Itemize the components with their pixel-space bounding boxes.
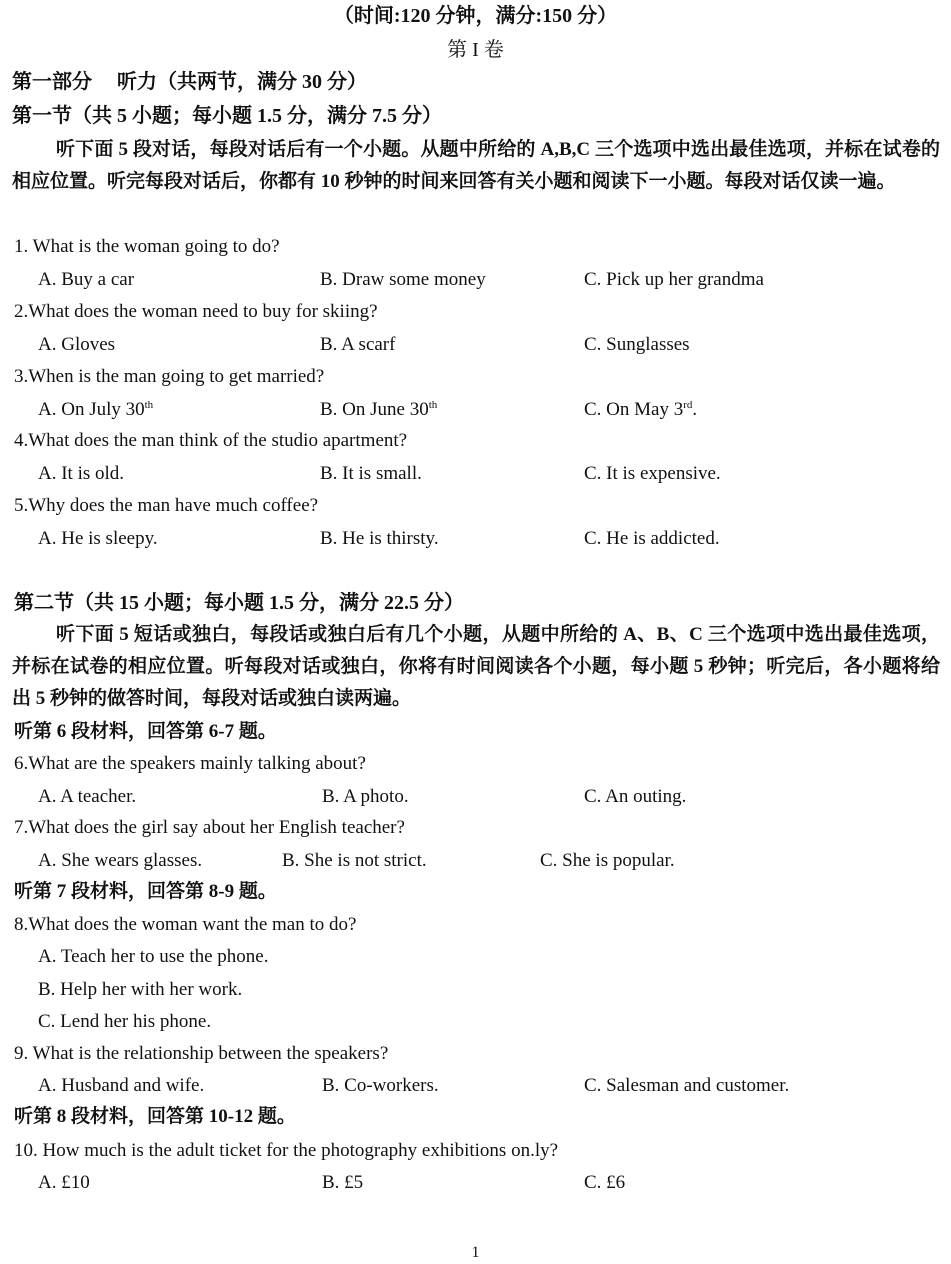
q2-option-a: A. Gloves bbox=[38, 334, 116, 355]
question-10: 10. How much is the adult ticket for the photography exhibitions on.ly? bbox=[14, 1140, 559, 1161]
question-6: 6.What are the speakers mainly talking about? bbox=[14, 753, 366, 774]
question-8: 8.What does the woman want the man to do? bbox=[14, 914, 357, 935]
material-7-heading: 听第 7 段材料，回答第 8-9 题。 bbox=[14, 881, 277, 902]
section2-title: 第二节（共 15 小题；每小题 1.5 分，满分 22.5 分） bbox=[14, 592, 464, 614]
q7-option-a: A. She wears glasses. bbox=[38, 850, 203, 871]
q9-option-c: C. Salesman and customer. bbox=[584, 1075, 790, 1096]
question-1: 1. What is the woman going to do? bbox=[14, 236, 280, 257]
q7-option-b: B. She is not strict. bbox=[282, 850, 427, 871]
q9-option-b: B. Co-workers. bbox=[322, 1075, 439, 1096]
question-7: 7.What does the girl say about her English teacher? bbox=[14, 817, 405, 838]
q2-option-b: B. A scarf bbox=[320, 334, 396, 355]
q1-option-a: A. Buy a car bbox=[38, 269, 135, 290]
q10-option-a: A. £10 bbox=[38, 1172, 90, 1193]
page-number: 1 bbox=[471, 1244, 480, 1261]
question-2: 2.What does the woman need to buy for skiing? bbox=[14, 301, 378, 322]
q3-option-b: B. On June 30th bbox=[320, 399, 438, 420]
q4-option-c: C. It is expensive. bbox=[584, 463, 721, 484]
q5-option-a: A. He is sleepy. bbox=[38, 528, 158, 549]
question-3: 3.When is the man going to get married? bbox=[14, 366, 325, 387]
q9-option-a: A. Husband and wife. bbox=[38, 1075, 205, 1096]
q7-option-c: C. She is popular. bbox=[540, 850, 675, 871]
q3-option-a: A. On July 30th bbox=[38, 399, 154, 420]
q8-option-b: B. Help her with her work. bbox=[38, 979, 243, 1000]
q4-option-a: A. It is old. bbox=[38, 463, 125, 484]
q6-option-b: B. A photo. bbox=[322, 786, 409, 807]
q2-option-c: C. Sunglasses bbox=[584, 334, 690, 355]
section2-instructions: 听下面 5 短话或独白，每段话或独白后有几个小题，从题中所给的 A、B、C 三个选项中选出最佳选项，并标在试卷的相应位置。听每段对话或独白，你将有时间阅读各个小题，每小题 5 秒钟；听完后，各小题将给出 5 秒钟的做答时间，每段对话或独白读两遍。 bbox=[12, 624, 940, 709]
q3-option-c: C. On May 3rd. bbox=[584, 399, 698, 420]
material-8-heading: 听第 8 段材料，回答第 10-12 题。 bbox=[14, 1106, 296, 1127]
part1-title: 第一部分 听力（共两节，满分 30 分） bbox=[12, 71, 367, 93]
q1-option-b: B. Draw some money bbox=[320, 269, 486, 290]
question-4: 4.What does the man think of the studio apartment? bbox=[14, 430, 408, 451]
question-5: 5.Why does the man have much coffee? bbox=[14, 495, 319, 516]
volume-title: 第 I 卷 bbox=[447, 39, 504, 61]
q1-option-c: C. Pick up her grandma bbox=[584, 269, 764, 290]
section1-instructions: 听下面 5 段对话，每段对话后有一个小题。从题中所给的 A,B,C 三个选项中选出最佳选项，并标在试卷的相应位置。听完每段对话后，你都有 10 秒钟的时间来回答有关小题和阅读下一小题。每段对话仅读一遍。 bbox=[12, 139, 940, 192]
section1-title: 第一节（共 5 小题；每小题 1.5 分，满分 7.5 分） bbox=[12, 105, 442, 127]
material-6-heading: 听第 6 段材料，回答第 6-7 题。 bbox=[14, 721, 277, 742]
q8-option-a: A. Teach her to use the phone. bbox=[38, 946, 269, 967]
q10-option-c: C. £6 bbox=[584, 1172, 626, 1193]
q5-option-c: C. He is addicted. bbox=[584, 528, 720, 549]
q5-option-b: B. He is thirsty. bbox=[320, 528, 439, 549]
time-info: （时间:120 分钟，满分:150 分） bbox=[333, 5, 618, 27]
q10-option-b: B. £5 bbox=[322, 1172, 364, 1193]
q4-option-b: B. It is small. bbox=[320, 463, 422, 484]
q6-option-a: A. A teacher. bbox=[38, 786, 137, 807]
question-9: 9. What is the relationship between the speakers? bbox=[14, 1043, 389, 1064]
q6-option-c: C. An outing. bbox=[584, 786, 687, 807]
q8-option-c: C. Lend her his phone. bbox=[38, 1011, 212, 1032]
